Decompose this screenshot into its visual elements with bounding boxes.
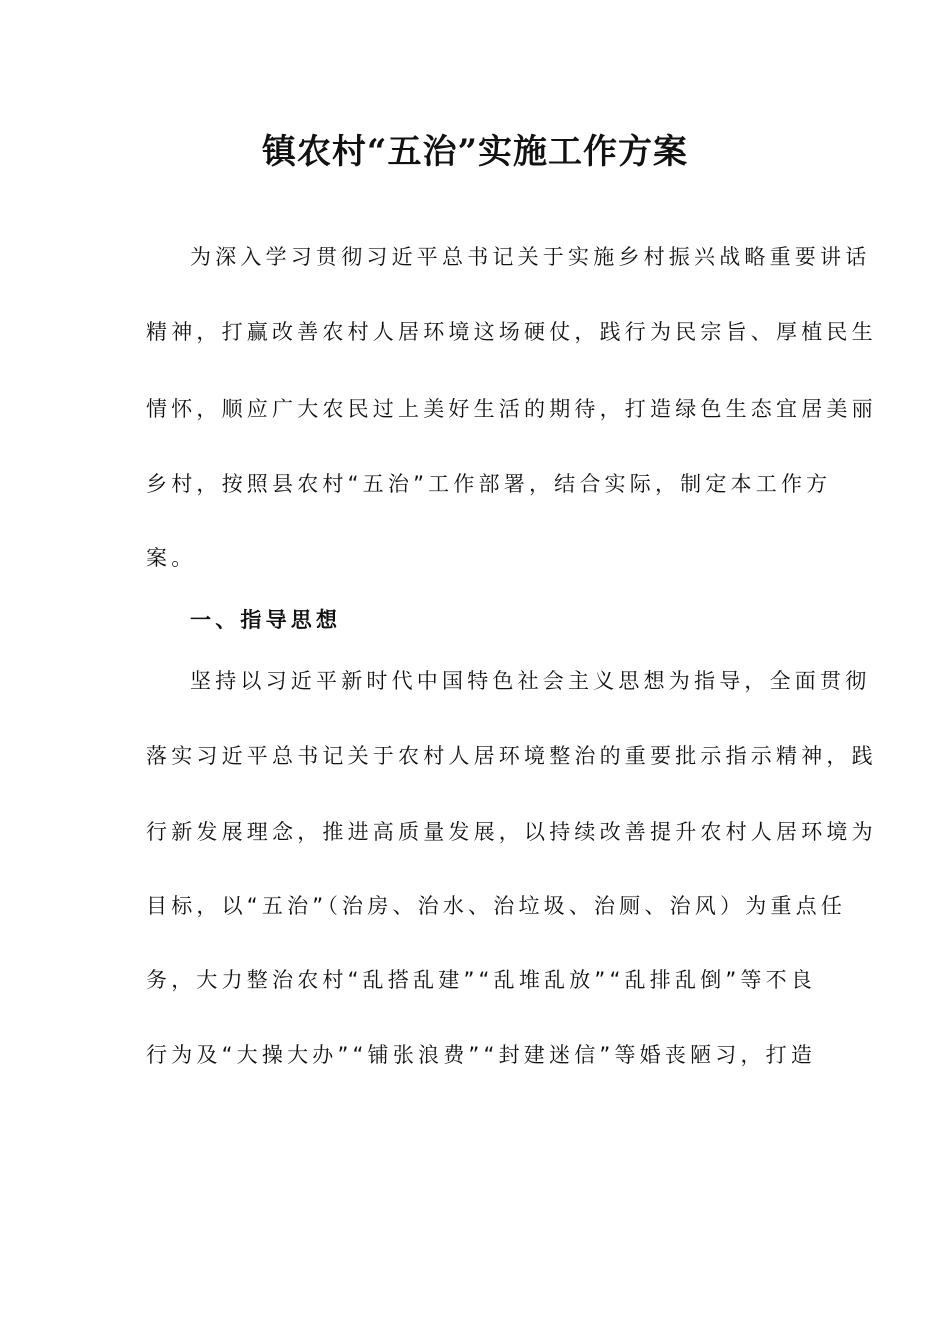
section-line-1: 坚持以习近平新时代中国特色社会主义思想为指导，全面贯彻 xyxy=(190,669,871,693)
intro-line-1: 为深入学习贯彻习近平总书记关于实施乡村振兴战略重要讲话 xyxy=(190,245,871,269)
section-line-5: 务，大力整治农村“乱搭乱建”“乱堆乱放”“乱排乱倒”等不良 xyxy=(146,968,817,992)
section-line-3: 行新发展理念，推进高质量发展，以持续改善提升农村人居环境为 xyxy=(146,820,877,844)
section-line-4: 目标，以“五治”（治房、治水、治垃圾、治厕、治风）为重点任 xyxy=(146,894,847,918)
intro-line-3: 情怀，顺应广大农民过上美好生活的期待，打造绿色生态宜居美丽 xyxy=(146,397,877,421)
section-line-6: 行为及“大操大办”“铺张浪费”“封建迷信”等婚丧陋习，打造 xyxy=(146,1043,817,1067)
section-heading-guiding-ideology: 一、指导思想 xyxy=(190,608,342,632)
intro-line-2: 精神，打赢改善农村人居环境这场硬仗，践行为民宗旨、厚植民生 xyxy=(146,320,877,344)
intro-line-4: 乡村，按照县农村“五治”工作部署，结合实际，制定本工作方 xyxy=(146,472,832,496)
section-line-2: 落实习近平总书记关于农村人居环境整治的重要批示指示精神，践 xyxy=(146,744,877,768)
intro-line-5: 案。 xyxy=(146,546,197,570)
document-title: 镇农村“五治”实施工作方案 xyxy=(261,132,689,172)
